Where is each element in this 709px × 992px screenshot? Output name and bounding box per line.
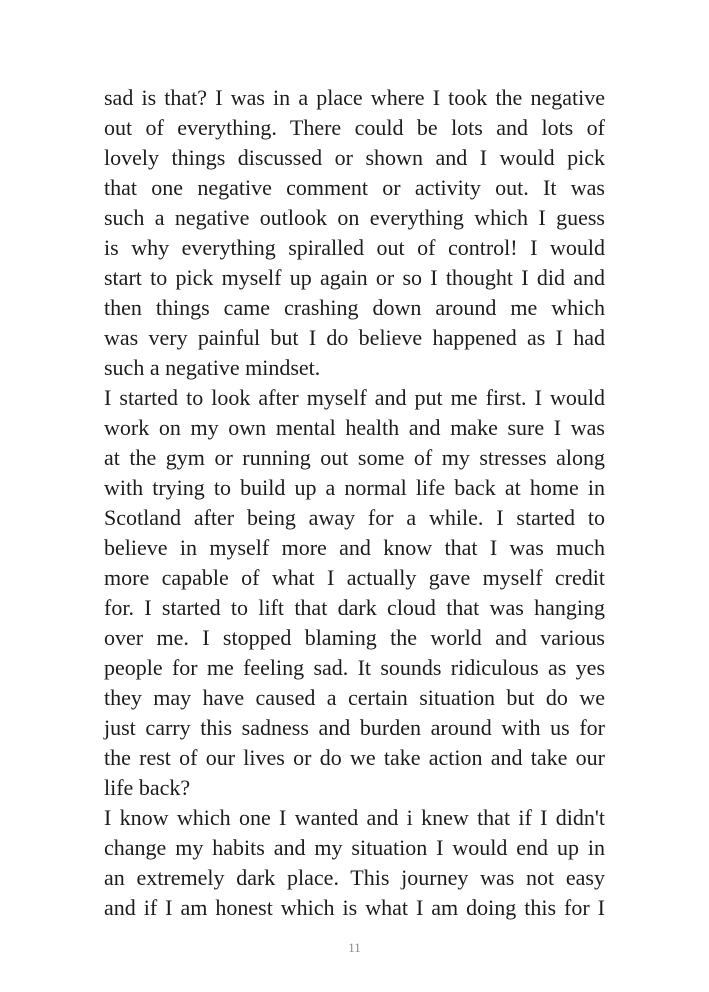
text-line: an extremely dark place. This journey was not easy bbox=[104, 865, 605, 890]
text-line: more capable of what I actually gave myself credit bbox=[104, 565, 605, 590]
text-line: is why everything spiralled out of control! I would bbox=[104, 235, 605, 260]
text-line: I know which one I wanted and i knew that if I didn't bbox=[104, 805, 605, 830]
text-line: over me. I stopped blaming the world and various bbox=[104, 625, 605, 650]
text-line: Scotland after being away for a while. I started to bbox=[104, 505, 605, 530]
text-line: just carry this sadness and burden around with us for bbox=[104, 715, 605, 740]
text-line: lovely things discussed or shown and I would pick bbox=[104, 145, 605, 170]
text-line: life back? bbox=[104, 775, 191, 800]
text-line: they may have caused a certain situation but do we bbox=[104, 685, 605, 710]
text-line: sad is that? I was in a place where I took the negative bbox=[104, 85, 605, 110]
body-text bbox=[104, 83, 605, 923]
text-line: at the gym or running out some of my stresses along bbox=[104, 445, 605, 470]
text-line: then things came crashing down around me which bbox=[104, 295, 605, 320]
text-line: and if I am honest which is what I am doing this for I bbox=[104, 895, 605, 920]
paragraph-3 bbox=[104, 803, 605, 923]
text-line: for. I started to lift that dark cloud that was hanging bbox=[104, 595, 605, 620]
text-line: work on my own mental health and make sure I was bbox=[104, 415, 605, 440]
text-line: such a negative outlook on everything which I guess bbox=[104, 205, 605, 230]
text-line: the rest of our lives or do we take action and take our bbox=[104, 745, 605, 770]
text-line: change my habits and my situation I would end up in bbox=[104, 835, 605, 860]
text-line: believe in myself more and know that I was much bbox=[104, 535, 605, 560]
text-line: that one negative comment or activity out. It was bbox=[104, 175, 605, 200]
text-line: with trying to build up a normal life back at home in bbox=[104, 475, 605, 500]
text-line: was very painful but I do believe happened as I had bbox=[104, 325, 605, 350]
text-line: out of everything. There could be lots and lots of bbox=[104, 115, 605, 140]
text-line: I started to look after myself and put me first. I would bbox=[104, 385, 605, 410]
text-line: such a negative mindset. bbox=[104, 355, 321, 380]
text-line: people for me feeling sad. It sounds ridiculous as yes bbox=[104, 655, 605, 680]
paragraph-1 bbox=[104, 83, 605, 383]
text-line: start to pick myself up again or so I thought I did and bbox=[104, 265, 605, 290]
paragraph-2 bbox=[104, 383, 605, 803]
page-number: 11 bbox=[348, 940, 361, 955]
